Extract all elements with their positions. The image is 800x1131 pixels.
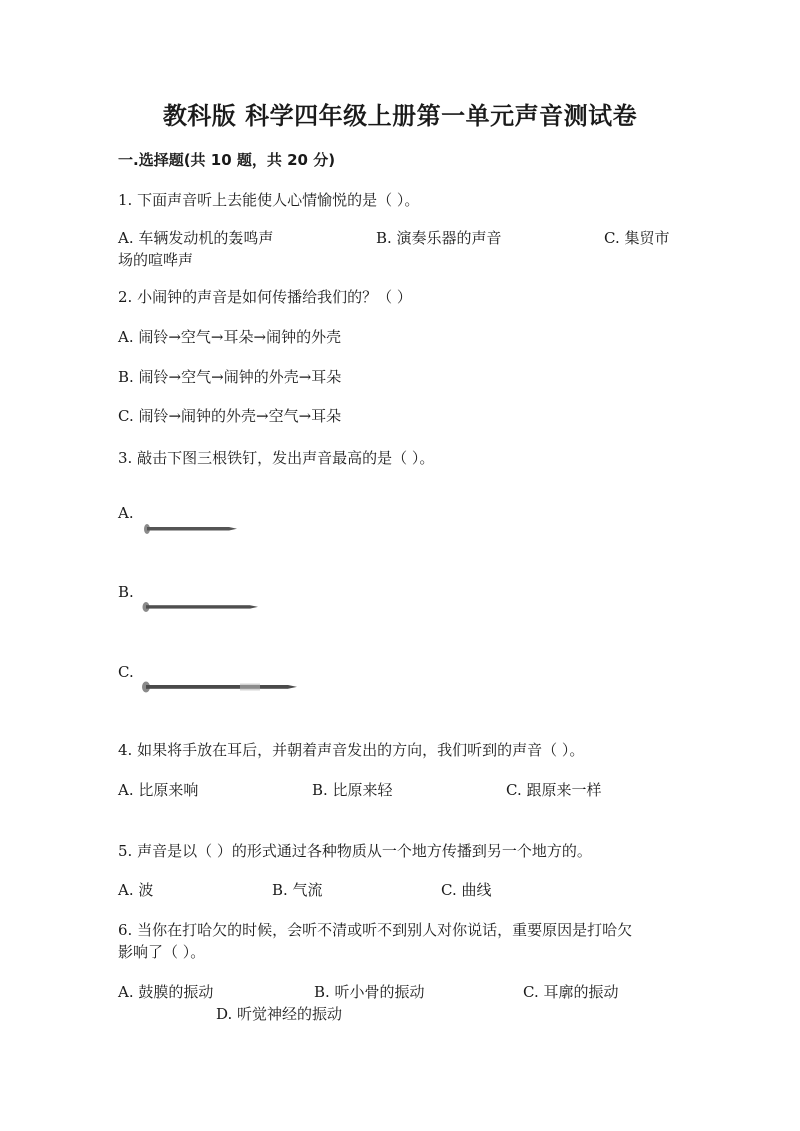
question-4-option-c[interactable]: C. 跟原来一样 xyxy=(506,781,602,799)
question-6-option-b[interactable]: B. 听小骨的振动 xyxy=(314,983,425,1001)
question-3-option-a[interactable]: A. xyxy=(118,504,134,522)
nail-a-image xyxy=(142,522,242,536)
question-1-option-a[interactable]: A. 车辆发动机的轰鸣声 xyxy=(118,229,274,247)
question-5-option-c[interactable]: C. 曲线 xyxy=(441,881,492,899)
section-heading: 一.选择题(共 10 题，共 20 分) xyxy=(118,151,336,169)
question-6-option-a[interactable]: A. 鼓膜的振动 xyxy=(118,983,214,1001)
question-1-option-c[interactable]: C. 集贸市 xyxy=(604,229,670,247)
question-3-option-b[interactable]: B. xyxy=(118,583,134,601)
question-2-stem: 2. 小闹钟的声音是如何传播给我们的？（ ） xyxy=(118,288,412,306)
question-2-option-a[interactable]: A. 闹铃→空气→耳朵→闹钟的外壳 xyxy=(118,328,342,346)
question-5-option-a[interactable]: A. 波 xyxy=(118,881,154,899)
question-4-option-b[interactable]: B. 比原来轻 xyxy=(312,781,393,799)
question-2-option-c[interactable]: C. 闹铃→闹钟的外壳→空气→耳朵 xyxy=(118,407,342,425)
nail-b-image xyxy=(140,600,262,614)
question-6-stem-continued: 影响了（ ）。 xyxy=(118,943,206,961)
question-4-stem: 4. 如果将手放在耳后，并朝着声音发出的方向，我们听到的声音（ ）。 xyxy=(118,741,585,759)
page-title: 教科版 科学四年级上册第一单元声音测试卷 xyxy=(162,102,638,130)
question-4-option-a[interactable]: A. 比原来响 xyxy=(118,781,199,799)
question-5-option-b[interactable]: B. 气流 xyxy=(272,881,323,899)
question-1-stem: 1. 下面声音听上去能使人心情愉悦的是（ ）。 xyxy=(118,191,420,209)
question-6-option-d[interactable]: D. 听觉神经的振动 xyxy=(216,1005,343,1023)
question-1-option-c-continued: 场的喧哗声 xyxy=(118,251,194,269)
question-6-option-c[interactable]: C. 耳廓的振动 xyxy=(523,983,619,1001)
question-3-stem: 3. 敲击下图三根铁钉，发出声音最高的是（ ）。 xyxy=(118,449,435,467)
question-5-stem: 5. 声音是以（ ）的形式通过各种物质从一个地方传播到另一个地方的。 xyxy=(118,842,592,860)
question-6-stem: 6. 当你在打哈欠的时候，会听不清或听不到别人对你说话，重要原因是打哈欠 xyxy=(118,921,633,939)
question-1-option-b[interactable]: B. 演奏乐器的声音 xyxy=(376,229,502,247)
question-3-option-c[interactable]: C. xyxy=(118,663,134,681)
nail-c-image xyxy=(140,680,302,694)
question-2-option-b[interactable]: B. 闹铃→空气→闹钟的外壳→耳朵 xyxy=(118,368,342,386)
